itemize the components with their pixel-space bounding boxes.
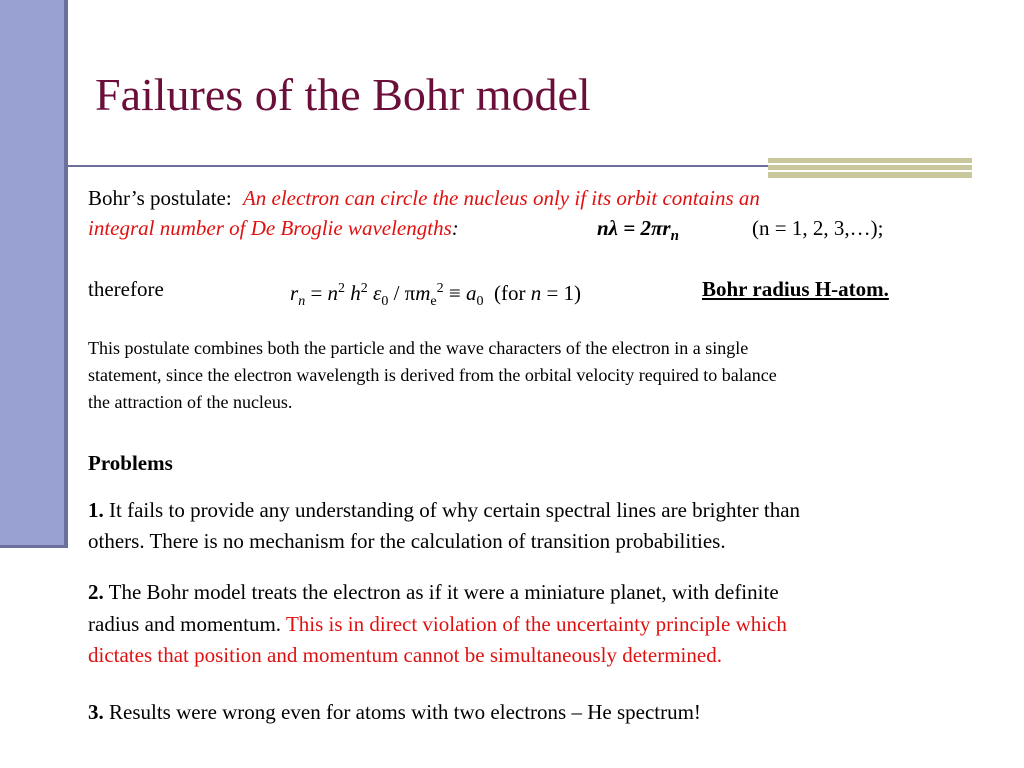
problem-2-number: 2. (88, 580, 104, 604)
paragraph-line-3: the attraction of the nucleus. (88, 392, 293, 412)
problem-1-text-1: It fails to provide any understanding of why certain spectral lines are brighter than (109, 498, 801, 522)
bohr-radius-label: Bohr radius H-atom. (702, 277, 889, 301)
postulate-red-line-2: integral number of De Broglie wavelengths (88, 216, 452, 240)
accent-stripes (768, 158, 972, 178)
sidebar-decoration (0, 0, 68, 548)
equation-sub: n (670, 228, 679, 245)
problem-2-text-black: radius and momentum. (88, 612, 282, 636)
problem-3-number: 3. (88, 700, 104, 724)
title-rule (68, 165, 768, 167)
postulate-line-2 (88, 213, 459, 243)
problem-2-line-3: dictates that position and momentum cannot be simultaneously determined. (88, 643, 722, 667)
postulate-label: Bohr’s postulate: (88, 186, 232, 210)
equation-text: nλ = 2πr (597, 216, 671, 240)
problem-1-number: 1. (88, 498, 104, 522)
slide-title: Failures of the Bohr model (95, 69, 591, 120)
problem-3-text: Results were wrong even for atoms with two electrons – He spectrum! (109, 700, 701, 724)
problem-2-text-1: The Bohr model treats the electron as if it were a miniature planet, with definite (108, 580, 779, 604)
postulate-colon: : (451, 216, 459, 240)
therefore-label: therefore (88, 277, 164, 301)
postulate-red-line-1: An electron can circle the nucleus only if its orbit contains an (242, 186, 760, 210)
problems-heading: Problems (88, 451, 173, 475)
problem-2-text-red: This is in direct violation of the uncertainty principle which (285, 612, 787, 636)
paragraph-line-2: statement, since the electron wavelength is derived from the orbital velocity required to balance (88, 365, 777, 385)
de-broglie-equation (597, 213, 679, 251)
paragraph-line-1: This postulate combines both the particle and the wave characters of the electron in a single (88, 338, 749, 358)
problem-3-line (88, 697, 701, 727)
problem-2-line-2 (88, 609, 787, 639)
problem-1-line-2: others. There is no mechanism for the calculation of transition probabilities. (88, 529, 726, 553)
n-range: (n = 1, 2, 3,…); (752, 216, 884, 240)
postulate-line-1 (88, 183, 760, 213)
bohr-radius-formula: $r_n = n^2$ $h^2$ $\varepsilon_0 / \pi m_e^2 \equiv a_0$ (for n = 1) (290, 281, 582, 310)
problem-1-line-1 (88, 495, 800, 525)
problem-2-line-1 (88, 577, 779, 607)
